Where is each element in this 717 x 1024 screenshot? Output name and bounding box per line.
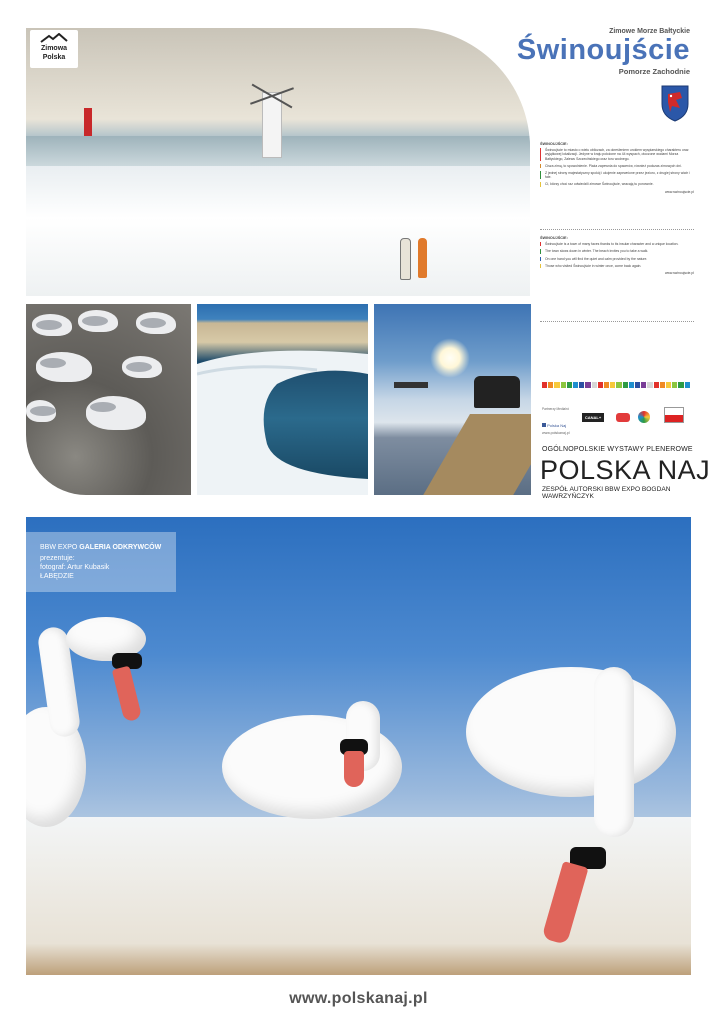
coat-of-arms-icon (660, 84, 690, 122)
paragraph-en-4: Those who visited Świnoujście in winter once, come back again. (540, 264, 694, 268)
paragraph-en-2: The town slows down in winter. The beach invites you to take a walk. (540, 249, 694, 253)
color-square (579, 382, 584, 388)
sun (430, 338, 470, 378)
seagull (26, 400, 56, 422)
partner-logo-round (638, 411, 650, 423)
color-square (635, 382, 640, 388)
color-strip (542, 382, 690, 388)
color-square (554, 382, 559, 388)
photo-icy-shore (197, 304, 368, 495)
seagull (32, 314, 72, 336)
partner-web-link[interactable]: www.polskanaj.pl (542, 431, 570, 435)
lighthouse (84, 108, 92, 136)
polish-flag-logo (664, 407, 684, 423)
color-square (561, 382, 566, 388)
text-heading-pl: ŚWINOUJŚCIE: (540, 142, 568, 146)
seagull (136, 312, 176, 334)
seagull (122, 356, 162, 378)
color-square (598, 382, 603, 388)
paragraph-pl-3: Z jednej strony majestatyczny spokój i ukojenie zapewnione przez jezioro, z drugiej strony wiatr i fale. (540, 171, 694, 179)
text-column-polish (540, 142, 694, 194)
paragraph-en-1: Świnoujście is a town of many faces thanks to its insular character and a unique location. (540, 242, 694, 246)
color-square (647, 382, 652, 388)
partners-label: Partnerzy Medialni: (542, 407, 570, 411)
color-square (641, 382, 646, 388)
color-square (585, 382, 590, 388)
region-subtitle: Pomorze Zachodnie (618, 67, 690, 76)
color-square (616, 382, 621, 388)
zimowa-polska-logo (30, 30, 78, 68)
facebook-label: Polska Naj (547, 423, 567, 428)
color-square (654, 382, 659, 388)
text-column-english (540, 236, 694, 275)
photo-seagulls (26, 304, 191, 495)
seagull (78, 310, 118, 332)
footer-url[interactable]: www.polskanaj.pl (289, 990, 428, 1007)
color-square (666, 382, 671, 388)
color-square (542, 382, 547, 388)
snow-ground (26, 817, 691, 975)
team-label: ZESPÓŁ AUTORSKI BBW EXPO BOGDAN WAWRZYŃCZYK (542, 486, 671, 500)
color-square (592, 382, 597, 388)
seagull (36, 352, 92, 382)
caption-line-1 (40, 544, 161, 551)
caption-line-2: prezentuje: (40, 555, 75, 562)
color-square (629, 382, 634, 388)
logo-line-2: Polska (42, 54, 66, 61)
url-en[interactable]: www.swinoujscie.pl (664, 271, 694, 276)
url-pl[interactable]: www.swinoujscie.pl (664, 189, 694, 194)
color-square (685, 382, 690, 388)
swan-middle-beak (344, 751, 364, 787)
brand-name: POLSKA NAJ (540, 455, 711, 485)
color-square (610, 382, 615, 388)
mountain-logo-icon (40, 33, 68, 43)
divider (540, 229, 694, 230)
swan-right-neck (594, 667, 634, 837)
seagull (86, 396, 146, 430)
facebook-link[interactable] (542, 423, 566, 428)
hero-photo (26, 28, 530, 296)
text-heading-en: ŚWINOUJŚCIE: (540, 236, 568, 240)
partners-block (542, 393, 690, 447)
color-square (548, 382, 553, 388)
color-square (672, 382, 677, 388)
walker-1 (400, 238, 411, 280)
snowy-beach (26, 166, 530, 296)
facebook-icon (542, 423, 546, 427)
partner-logo-red (616, 413, 630, 422)
page-title: Świnoujście (516, 34, 690, 66)
series-label: OGÓLNOPOLSKIE WYSTAWY PLENEROWE (542, 446, 693, 453)
region-eyebrow: Zimowe Morze Bałtyckie (609, 28, 690, 35)
color-square (623, 382, 628, 388)
tug-boat (474, 376, 520, 408)
walker-2 (418, 238, 427, 278)
caption-subject: ŁABĘDZIE (40, 573, 74, 580)
paragraph-pl-4: Ci, którzy choć raz odwiedzili zimowe Świnoujście, wracają tu ponownie. (540, 182, 694, 186)
ship-distant (394, 382, 428, 388)
windmill-beacon (262, 92, 282, 158)
canal-plus-logo: CANAL+ (582, 413, 604, 422)
caption-prefix: BBW EXPO (40, 544, 78, 551)
gallery-caption (26, 532, 176, 592)
paragraph-pl-1: Świnoujście to miasto o wielu obliczach, za określeniem urokiem wyspiarskiego charakteru oraz wyjątkowej lokalizacji. Jedyne w kraju położone na 44 wyspach, otoczone wodami Morza Bałtyckiego, Zalewu Szczecińskiego oraz toru wodnego. (540, 148, 694, 161)
logo-line-1: Zimowa (40, 45, 68, 52)
photo-harbour-sunset (374, 304, 531, 495)
color-square (573, 382, 578, 388)
color-square (678, 382, 683, 388)
color-square (567, 382, 572, 388)
pier (418, 414, 531, 495)
color-square (604, 382, 609, 388)
paragraph-pl-2: Cisza zimą, to spowolnienie. Plaża zapewnia do spacerów, również podczas zimowych dni. (540, 164, 694, 168)
caption-gallery: GALERIA ODKRYWCÓW (79, 544, 162, 551)
divider (540, 321, 694, 322)
caption-photographer: fotograf: Artur Kubasik (40, 564, 110, 571)
paragraph-en-3: On one hand you will find the quiet and calm provided by the nature. (540, 257, 694, 261)
swan-left-beak (112, 666, 143, 723)
swan-right-body (466, 667, 676, 797)
color-square (660, 382, 665, 388)
ice-edge-shape (197, 304, 368, 495)
